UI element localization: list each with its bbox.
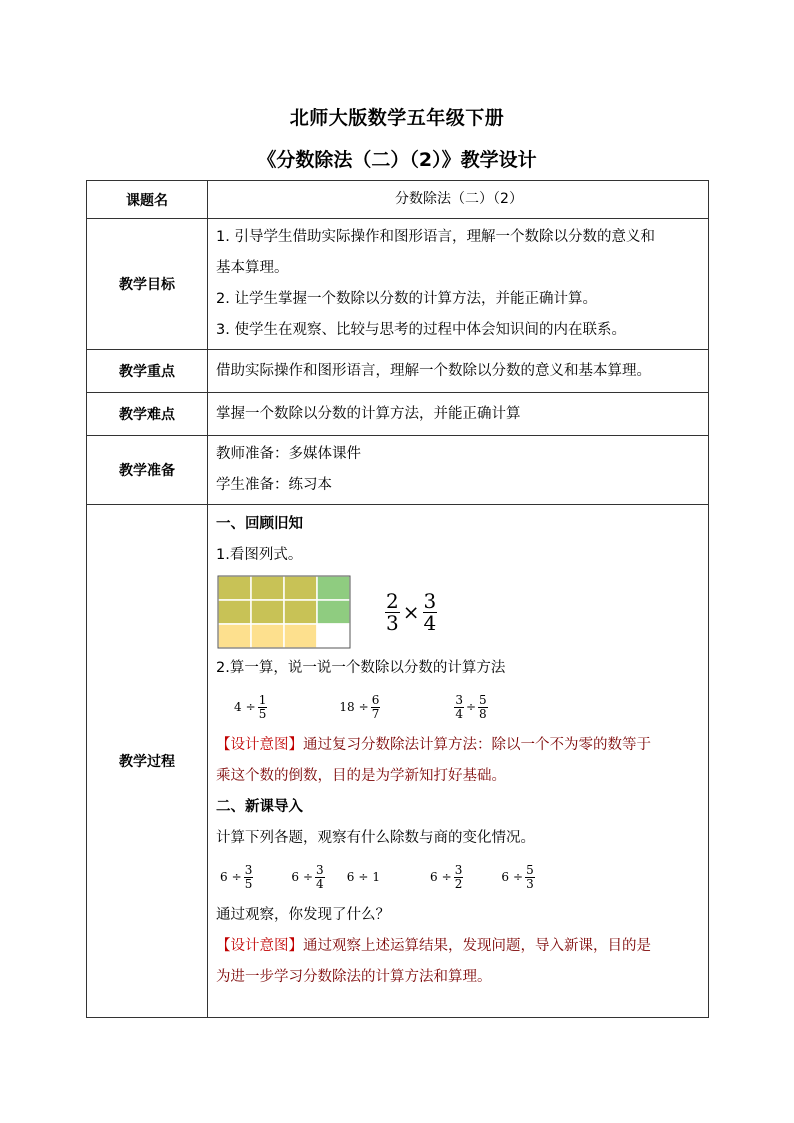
fraction	[371, 694, 381, 720]
step-2: 2.算一算，说一说一个数除以分数的计算方法	[216, 660, 506, 676]
design-intent-1	[216, 730, 702, 761]
grid-expression	[385, 588, 437, 635]
denominator: 5	[244, 876, 253, 891]
row-label-topic: 课题名	[87, 181, 208, 219]
focus-value: 借助实际操作和图形语言，理解一个数除以分数的意义和基本算理。	[208, 350, 709, 393]
grid-cell	[284, 600, 317, 624]
fraction	[525, 864, 535, 890]
row-label-process: 教学过程	[87, 505, 208, 1018]
new-expr-2	[289, 862, 324, 893]
step-1: 1.看图列式。	[216, 547, 303, 563]
row-label-focus: 教学重点	[87, 350, 208, 393]
row-topic	[87, 181, 709, 219]
topic-value: 分数除法（二）（2）	[208, 181, 709, 219]
denominator: 4	[423, 610, 437, 635]
dividend: 6	[430, 869, 438, 884]
design-intent-tag: 【设计意图】	[216, 938, 303, 954]
row-prep	[87, 436, 709, 505]
goals-content	[208, 219, 709, 350]
design-intent-text: 通过观察上述运算结果，发现问题，导入新课，目的是	[303, 938, 651, 954]
denominator: 4	[455, 706, 463, 721]
design-intent-text: 通过复习分数除法计算方法：除以一个不为零的数等于	[303, 737, 651, 753]
grid-cell	[251, 600, 284, 624]
divide-sign: ÷	[358, 869, 369, 884]
review-expr-1	[232, 692, 267, 723]
grid-cell	[251, 624, 284, 648]
lesson-plan-table	[86, 180, 709, 1018]
new-expr-3	[345, 862, 382, 893]
new-expressions	[216, 854, 702, 900]
dividend: 6	[501, 869, 510, 884]
grid-cell	[218, 600, 251, 624]
process-content	[208, 505, 709, 1018]
denominator: 7	[371, 706, 380, 721]
numerator: 2	[386, 588, 399, 613]
divide-sign: ÷	[465, 699, 477, 714]
denominator: 3	[386, 610, 399, 635]
design-intent-tag: 【设计意图】	[216, 737, 303, 753]
numerator: 3	[244, 862, 253, 877]
section-review-heading: 一、回顾旧知	[216, 516, 303, 532]
section-intro-heading: 二、新课导入	[216, 799, 303, 815]
denominator: 5	[258, 706, 267, 721]
dividend: 4	[234, 699, 242, 714]
fraction	[454, 864, 464, 890]
fraction	[423, 588, 438, 635]
numerator: 3	[423, 588, 437, 613]
row-goals	[87, 219, 709, 350]
new-expr-1	[218, 862, 253, 893]
goal-line: 3. 使学生在观察、比较与思考的过程中体会知识间的内在联系。	[216, 322, 626, 338]
row-label-prep: 教学准备	[87, 436, 208, 505]
fraction	[385, 588, 400, 635]
grid-cell	[284, 624, 317, 648]
grid-cell	[317, 576, 350, 600]
row-process	[87, 505, 709, 1018]
grid-cell	[218, 624, 251, 648]
fraction	[315, 864, 325, 890]
doc-subtitle: 《分数除法（二）（2）》教学设计	[257, 149, 537, 171]
divide-sign: ÷	[358, 699, 369, 714]
new-expr-4	[428, 862, 463, 893]
difficulty-value: 掌握一个数除以分数的计算方法，并能正确计算	[208, 393, 709, 436]
design-intent-2	[216, 931, 702, 962]
times-sign: ×	[402, 599, 420, 624]
fraction-area-grid	[216, 573, 353, 651]
goal-line: 2. 让学生掌握一个数除以分数的计算方法，并能正确计算。	[216, 291, 597, 307]
observation-question: 通过观察，你发现了什么？	[216, 907, 390, 923]
new-expr-5	[499, 862, 534, 893]
student-prep: 学生准备：练习本	[216, 477, 332, 493]
denominator: 4	[316, 876, 324, 891]
grid-cell	[251, 576, 284, 600]
numerator: 5	[526, 862, 534, 877]
numerator: 5	[479, 692, 487, 707]
divide-sign: ÷	[245, 699, 256, 714]
figure-row	[216, 571, 702, 653]
fraction	[478, 694, 488, 720]
denominator: 3	[526, 876, 534, 891]
divide-sign: ÷	[513, 869, 524, 884]
teacher-prep: 教师准备：多媒体课件	[216, 446, 361, 462]
fraction	[454, 694, 464, 720]
dividend: 18	[339, 699, 355, 714]
goal-line: 1. 引导学生借助实际操作和图形语言，理解一个数除以分数的意义和	[216, 229, 655, 245]
grid-cell	[317, 600, 350, 624]
step-3: 计算下列各题，观察有什么除数与商的变化情况。	[216, 830, 535, 846]
goal-line: 基本算理。	[216, 260, 289, 276]
review-expr-2	[337, 692, 380, 723]
row-focus	[87, 350, 709, 393]
numerator: 1	[258, 692, 267, 707]
divide-sign: ÷	[302, 869, 314, 884]
design-intent-2-cont: 为进一步学习分数除法的计算方法和算理。	[216, 969, 492, 985]
fraction	[258, 694, 268, 720]
grid-cell	[317, 624, 350, 648]
doc-title: 北师大版数学五年级下册	[289, 107, 505, 129]
divide-sign: ÷	[231, 869, 242, 884]
numerator: 3	[455, 692, 463, 707]
denominator: 2	[454, 876, 463, 891]
numerator: 6	[371, 692, 380, 707]
prep-content	[208, 436, 709, 505]
numerator: 3	[316, 862, 324, 877]
dividend: 6	[220, 869, 228, 884]
divisor: 1	[372, 869, 381, 884]
review-expr-3	[454, 692, 487, 723]
row-difficulty	[87, 393, 709, 436]
dividend: 6	[291, 869, 299, 884]
review-expressions	[216, 684, 702, 730]
denominator: 8	[479, 706, 487, 721]
numerator: 3	[454, 862, 463, 877]
row-label-difficulty: 教学难点	[87, 393, 208, 436]
divide-sign: ÷	[441, 869, 452, 884]
dividend: 6	[346, 869, 355, 884]
row-label-goals: 教学目标	[87, 219, 208, 350]
fraction	[244, 864, 254, 890]
grid-cell	[284, 576, 317, 600]
grid-cell	[218, 576, 251, 600]
design-intent-1-cont: 乘这个数的倒数，目的是为学新知打好基础。	[216, 768, 506, 784]
